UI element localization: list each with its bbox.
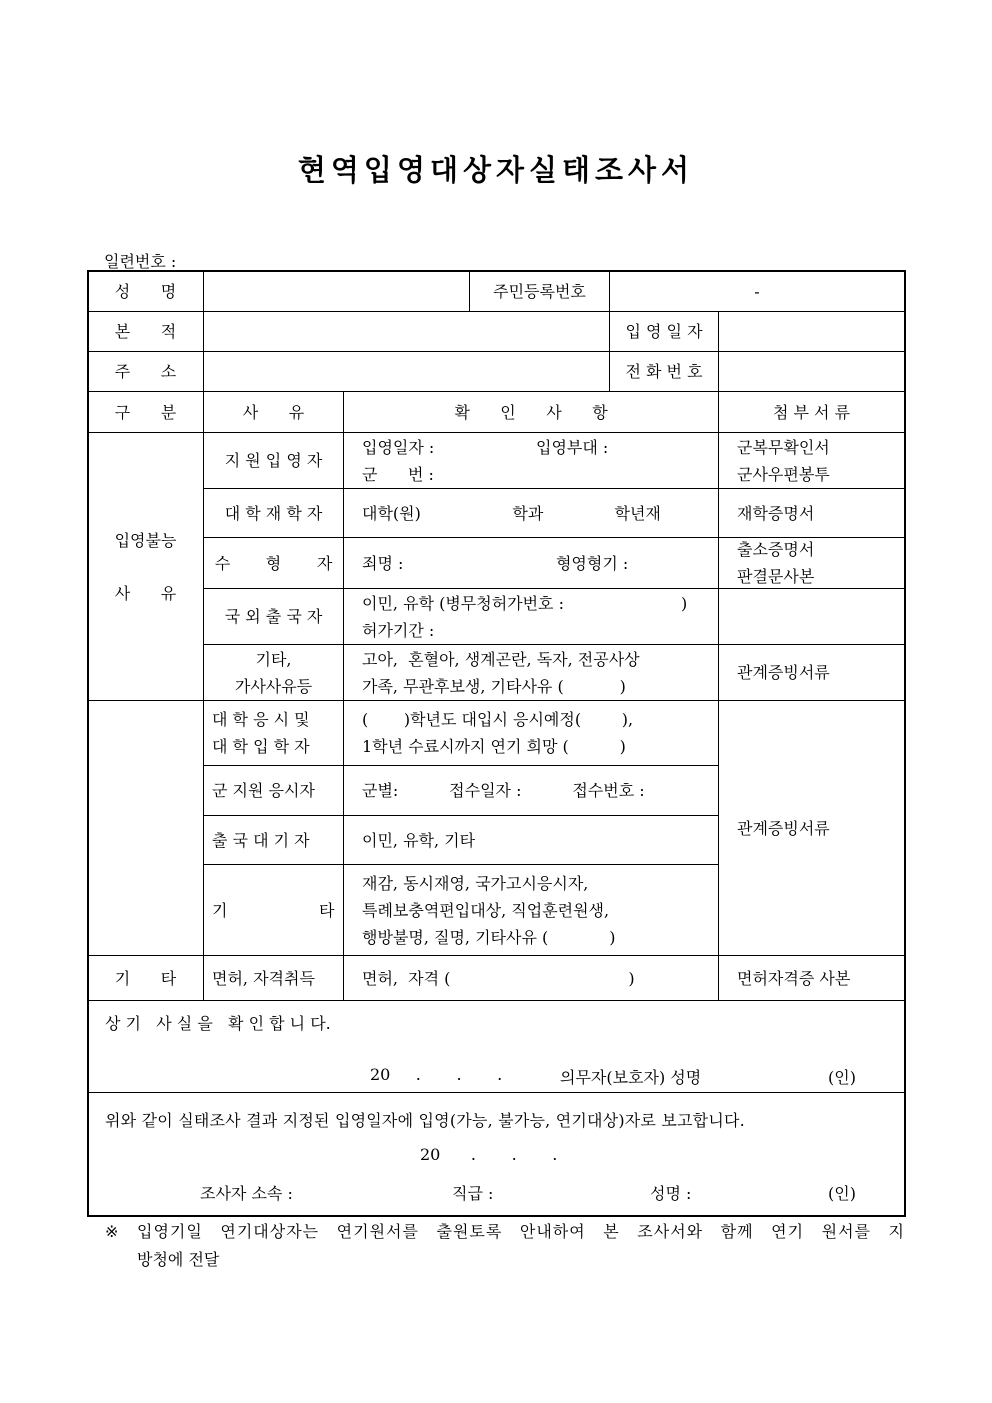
s1-attach-family (719, 645, 905, 701)
header-attach: 첨 부 서 류 (719, 392, 905, 433)
s1-confirm-prisoner-line1: 죄명 : 형영형기 : (362, 553, 629, 573)
declaration-seal: (인) (828, 1068, 856, 1087)
s2-confirm-departure-waiting (344, 816, 719, 865)
declaration-signer-label: 의무자(보호자) 성명 (560, 1068, 702, 1087)
other-label (88, 956, 204, 1001)
header-category-text: 구 분 (114, 402, 177, 422)
s1-attach-volunteer-line2: 군사우편봉투 (737, 464, 830, 484)
s1-attach-family-line1: 관계증빙서류 (737, 663, 830, 682)
report-name-label: 성명 : (650, 1184, 692, 1203)
s1-attach-prisoner-line2: 판결문사본 (737, 567, 815, 586)
origin-label (88, 312, 204, 352)
s1-reason-student: 대 학 재 학 자 (204, 489, 344, 538)
enlist-date-label: 입 영 일 자 (610, 312, 719, 352)
section1-label-line1: 입영불능 (114, 530, 177, 550)
s1-attach-volunteer-line1: 군복무확인서 (737, 437, 830, 457)
s2-confirm-other-line2: 특례보충역편입대상, 직업훈련원생, (362, 900, 610, 920)
section2-label (88, 701, 204, 956)
s2-confirm-university-line2: 1학년 수료시까지 연기 희망 ( ) (362, 737, 626, 756)
other-reason-text: 면허, 자격취득 (212, 968, 315, 988)
s1-reason-volunteer: 지 원 입 영 자 (204, 433, 344, 489)
report-text: 위와 같이 실태조사 결과 지정된 입영일자에 입영(가능, 불가능, 연기대상)자로 보고합니다. (105, 1111, 745, 1130)
s2-confirm-departure-waiting-line1: 이민, 유학, 기타 (362, 830, 476, 850)
header-category (88, 392, 204, 433)
footnote-mark: ※ (105, 1222, 119, 1241)
serial-number-label: 일련번호 : (104, 252, 177, 271)
s2-reason-university-line2: 대 학 입 학 자 (212, 737, 310, 756)
origin-field[interactable] (204, 312, 610, 352)
other-confirm-text: 면허, 자격 ( ) (362, 968, 635, 988)
footnote (105, 1218, 905, 1274)
s2-confirm-military-applicant (344, 766, 719, 816)
header-reason (204, 392, 344, 433)
declaration-date: 20 . . . (370, 1065, 503, 1084)
phone-field[interactable] (719, 352, 905, 392)
footnote-line2: 방청에 전달 (137, 1250, 220, 1269)
s1-attach-student-line1: 재학증명서 (737, 503, 815, 523)
rrn-field[interactable]: - (610, 271, 905, 312)
report-seal: (인) (828, 1184, 856, 1203)
address-field[interactable] (204, 352, 610, 392)
s1-attach-volunteer (719, 433, 905, 489)
other-reason (204, 956, 344, 1001)
s2-attach-text: 관계증빙서류 (737, 818, 830, 838)
s1-attach-prisoner (719, 538, 905, 589)
other-attach (719, 956, 905, 1001)
footnote-line1: 입영기일 연기대상자는 연기원서를 출원토록 안내하여 본 조사서와 함께 연기 원서를 지 (137, 1222, 905, 1241)
s1-attach-overseas (719, 589, 905, 645)
enlist-date-field[interactable] (719, 312, 905, 352)
s1-reason-family (204, 645, 344, 701)
s1-confirm-volunteer-line1: 입영일자 : 입영부대 : (362, 437, 609, 457)
s1-reason-family-line2: 가사사유등 (234, 676, 313, 696)
s1-reason-overseas: 국 외 출 국 자 (204, 589, 344, 645)
other-label-text: 기 타 (114, 968, 177, 988)
report-date: 20 . . . (420, 1145, 558, 1164)
s1-confirm-family-line1: 고아, 혼혈아, 생계곤란, 독자, 전공사상 (362, 649, 640, 669)
s1-confirm-overseas-line1: 이민, 유학 (병무청허가번호 : ) (362, 593, 688, 613)
s1-confirm-volunteer (344, 433, 719, 489)
s2-reason-departure-waiting-line1: 출 국 대 기 자 (212, 830, 310, 850)
section1-label (88, 433, 204, 701)
s2-reason-other (204, 865, 344, 956)
header-confirm-text: 확 인 사 항 (454, 402, 608, 422)
s2-reason-military-applicant (204, 766, 344, 816)
s2-reason-departure-waiting (204, 816, 344, 865)
phone-label: 전 화 번 호 (610, 352, 719, 392)
s2-confirm-other-line1: 재감, 동시재영, 국가고시응시자, (362, 873, 589, 893)
s1-attach-prisoner-line1: 출소증명서 (737, 540, 815, 559)
origin-label-text: 본 적 (114, 322, 177, 341)
s2-reason-university (204, 701, 344, 766)
s1-confirm-student (344, 489, 719, 538)
s2-reason-university-line1: 대 학 응 시 및 (212, 710, 310, 729)
s1-reason-prisoner-text: 수 형 자 (214, 553, 333, 573)
s2-confirm-university (344, 701, 719, 766)
s2-reason-other-line1: 기 타 (212, 900, 335, 920)
name-label (88, 271, 204, 312)
s1-confirm-student-line1: 대학(원) 학과 학년재 (362, 503, 661, 523)
s2-confirm-university-line1: ( )학년도 대입시 응시예정( ), (362, 710, 634, 729)
address-label-text: 주 소 (114, 362, 177, 381)
other-confirm (344, 956, 719, 1001)
header-confirm (344, 392, 719, 433)
s2-reason-military-applicant-line1: 군 지원 응시자 (212, 781, 315, 800)
s1-confirm-prisoner (344, 538, 719, 589)
rrn-label: 주민등록번호 (470, 271, 610, 312)
s1-confirm-overseas (344, 589, 719, 645)
s1-confirm-overseas-line2: 허가기간 : (362, 620, 435, 640)
s1-confirm-volunteer-line2: 군 번 : (362, 464, 434, 484)
address-label (88, 352, 204, 392)
report-affiliation-label: 조사자 소속 : (200, 1184, 293, 1203)
report-rank-label: 직급 : (452, 1184, 494, 1203)
header-reason-text: 사 유 (242, 402, 305, 422)
s1-confirm-family (344, 645, 719, 701)
s1-attach-student (719, 489, 905, 538)
s2-confirm-military-applicant-line1: 군별: 접수일자 : 접수번호 : (362, 781, 645, 800)
name-label-text: 성 명 (114, 281, 177, 301)
name-field[interactable] (204, 271, 470, 312)
s2-confirm-other (344, 865, 719, 956)
s1-confirm-family-line2: 가족, 무관후보생, 기타사유 ( ) (362, 676, 626, 696)
s2-confirm-other-line3: 행방불명, 질명, 기타사유 ( ) (362, 927, 616, 947)
document-title: 현역입영대상자실태조사서 (297, 153, 695, 187)
section1-label-line2: 사 유 (114, 583, 177, 603)
declaration-text: 상 기 사 실 을 확 인 합 니 다. (105, 1014, 331, 1033)
s1-reason-family-line1: 기타, (255, 649, 292, 669)
other-attach-text: 면허자격증 사본 (737, 968, 851, 988)
s2-attach (719, 701, 905, 956)
s1-reason-prisoner (204, 538, 344, 589)
